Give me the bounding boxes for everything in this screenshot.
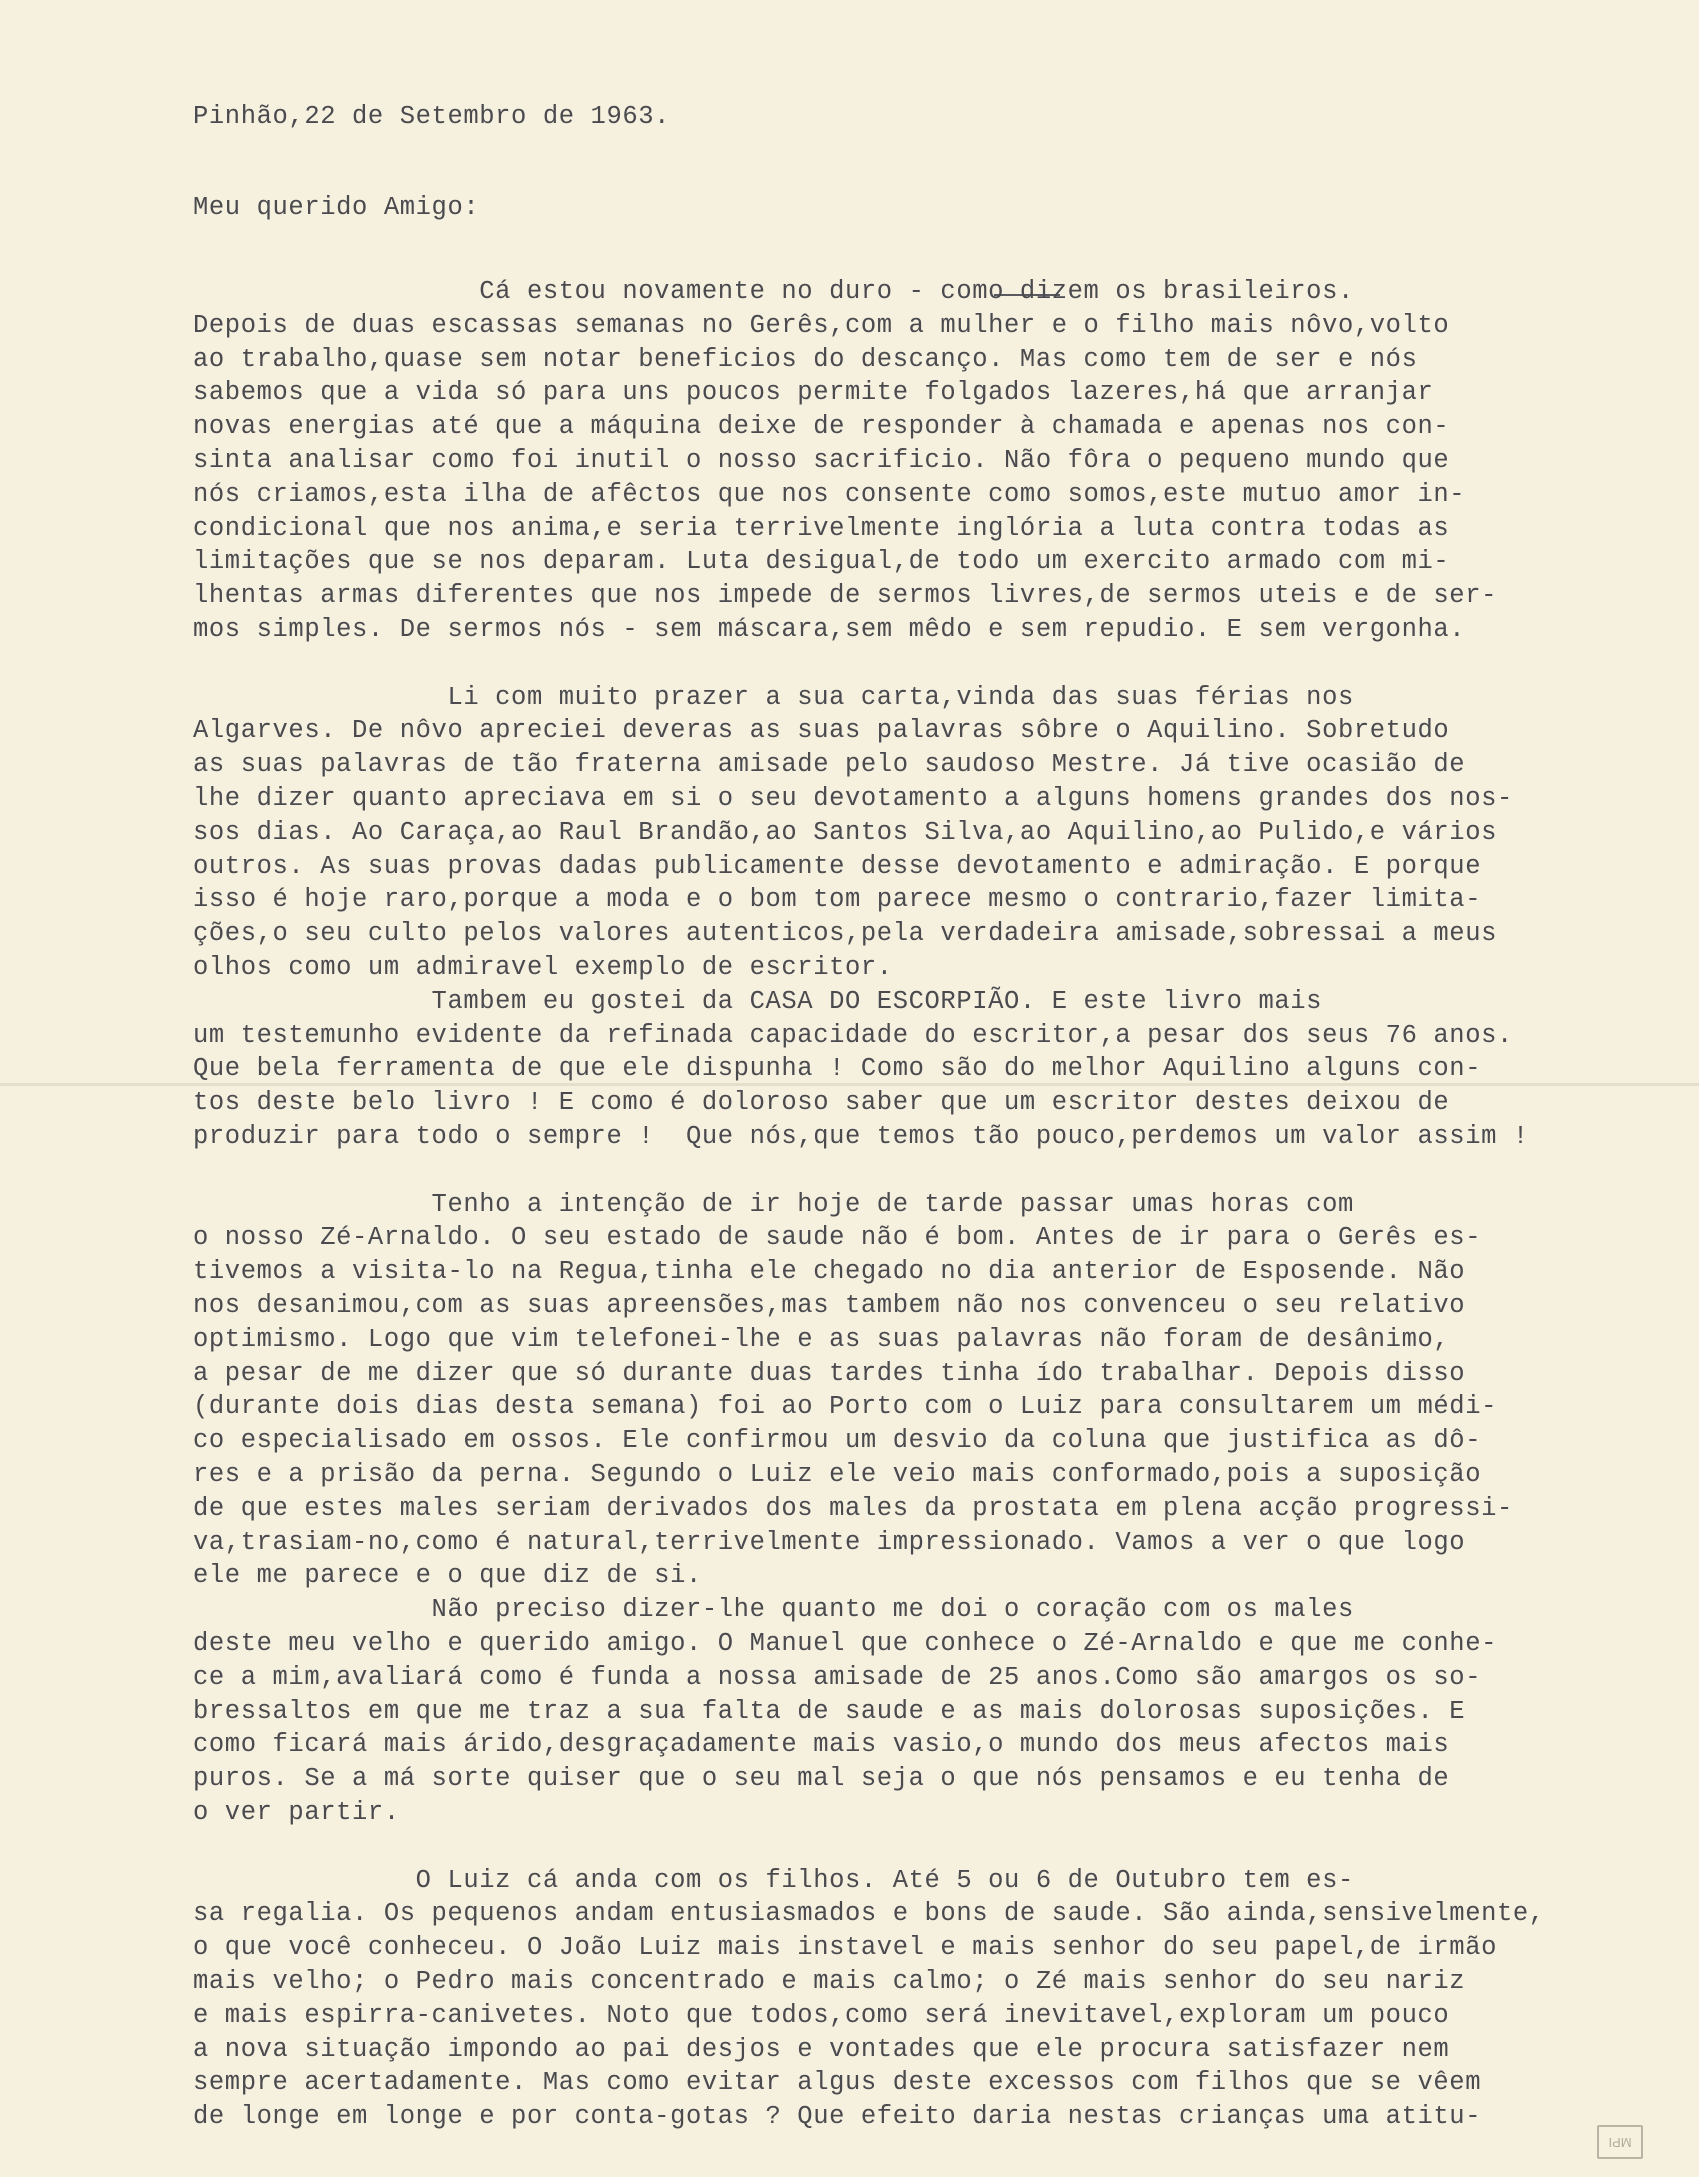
letter-line: o ver partir.	[193, 1798, 400, 1827]
letter-line: Tenho a intenção de ir hoje de tarde passar umas horas com	[193, 1189, 1354, 1219]
letter-line: como ficará mais árido,desgraçadamente mais vasio,o mundo dos meus afectos mais	[193, 1730, 1450, 1760]
archive-stamp: MPI	[1597, 2125, 1643, 2159]
letter-line: tivemos a visita-lo na Regua,tinha ele chegado no dia anterior de Esposende. Não	[193, 1257, 1466, 1287]
letter-line: optimismo. Logo que vim telefonei-lhe e as suas palavras não foram de desânimo,	[193, 1324, 1450, 1354]
letter-line: a nova situação impondo ao pai desjos e vontades que ele procura satisfazer nem	[193, 2034, 1450, 2064]
letter-line: novas energias até que a máquina deixe de responder à chamada e apenas nos con-	[193, 412, 1450, 442]
letter-line: sabemos que a vida só para uns poucos permite folgados lazeres,há que arranjar	[193, 378, 1434, 408]
letter-line: limitações que se nos deparam. Luta desigual,de todo um exercito armado com mi-	[193, 547, 1450, 577]
date-line: Pinhão,22 de Setembro de 1963.	[193, 102, 671, 131]
letter-line: res e a prisão da perna. Segundo o Luiz ele veio mais conformado,pois a suposição	[193, 1460, 1482, 1489]
letter-line: co especialisado em ossos. Ele confirmou um desvio da coluna que justifica as dô-	[193, 1426, 1482, 1456]
letter-line: puros. Se a má sorte quiser que o seu mal seja o que nós pensamos e eu tenha de	[193, 1764, 1450, 1794]
letter-line: de que estes males seriam derivados dos males da prostata em plena acção progressi-	[193, 1493, 1513, 1523]
letter-line: Cá estou novamente no duro - como dizem os brasileiros.	[193, 277, 1354, 306]
letter-line: mais velho; o Pedro mais concentrado e mais calmo; o Zé mais senhor do seu nariz	[193, 1967, 1466, 1996]
letter-line: Que bela ferramenta de que ele dispunha ! Como são do melhor Aquilino alguns con-	[193, 1054, 1482, 1084]
salutation: Meu querido Amigo:	[193, 193, 480, 222]
letter-line: ce a mim,avaliará como é funda a nossa amisade de 25 anos.Como são amargos os so-	[193, 1662, 1482, 1692]
letter-line: produzir para todo o sempre ! Que nós,que temos tão pouco,perdemos um valor assim !	[193, 1122, 1529, 1151]
letter-line: tos deste belo livro ! E como é doloroso saber que um escritor destes deixou de	[193, 1088, 1450, 1118]
letter-line: Tambem eu gostei da CASA DO ESCORPIÃO. E este livro mais	[193, 986, 1323, 1016]
letter-line: Li com muito prazer a sua carta,vinda das suas férias nos	[193, 682, 1354, 712]
letter-line: sa regalia. Os pequenos andam entusiasmados e bons de saude. São ainda,sensivelmente,	[193, 1899, 1545, 1929]
letter-line: ao trabalho,quase sem notar beneficios do descanço. Mas como tem de ser e nós	[193, 344, 1418, 374]
letter-line: isso é hoje raro,porque a moda e o bom tom parece mesmo o contrario,fazer limita-	[193, 885, 1482, 915]
letter-line: sempre acertadamente. Mas como evitar algus deste excessos com filhos que se vêem	[193, 2068, 1482, 2098]
letter-line: o que você conheceu. O João Luiz mais instavel e mais senhor do seu papel,de irmão	[193, 1933, 1498, 1963]
letter-line: sinta analisar como foi inutil o nosso sacrificio. Não fôra o pequeno mundo que	[193, 446, 1450, 475]
letter-line: Não preciso dizer-lhe quanto me doi o coração com os males	[193, 1595, 1354, 1625]
letter-line: um testemunho evidente da refinada capacidade do escritor,a pesar dos seus 76 anos.	[193, 1020, 1513, 1050]
letter-line: mos simples. De sermos nós - sem máscara,sem mêdo e sem repudio. E sem vergonha.	[193, 615, 1466, 644]
letter-line: o nosso Zé-Arnaldo. O seu estado de saude não é bom. Antes de ir para o Gerês es-	[193, 1223, 1482, 1253]
letter-line: as suas palavras de tão fraterna amisade pelo saudoso Mestre. Já tive ocasião de	[193, 750, 1466, 780]
letter-line: (durante dois dias desta semana) foi ao Porto com o Luiz para consultarem um médi-	[193, 1392, 1498, 1422]
letter-line: bressaltos em que me traz a sua falta de saude e as mais dolorosas suposições. E	[193, 1696, 1466, 1726]
letter-line: nós criamos,esta ilha de afêctos que nos consente como somos,este mutuo amor in-	[193, 479, 1466, 509]
letter-line: de longe em longe e por conta-gotas ? Que efeito daria nestas crianças uma atitu-	[193, 2102, 1482, 2132]
letter-line: O Luiz cá anda com os filhos. Até 5 ou 6 de Outubro tem es-	[193, 1865, 1354, 1895]
letter-line: va,trasiam-no,como é natural,terrivelmente impressionado. Vamos a ver o que logo	[193, 1527, 1466, 1557]
letter-line: nos desanimou,com as suas apreensões,mas tambem não nos convenceu o seu relativo	[193, 1291, 1466, 1320]
letter-line: a pesar de me dizer que só durante duas tardes tinha ído trabalhar. Depois disso	[193, 1358, 1466, 1388]
letter-line: Algarves. De nôvo apreciei deveras as suas palavras sôbre o Aquilino. Sobretudo	[193, 716, 1450, 746]
letter-line: condicional que nos anima,e seria terrivelmente inglória a luta contra todas as	[193, 513, 1450, 543]
letter-line: lhe dizer quanto apreciava em si o seu devotamento a alguns homens grandes dos nos-	[193, 784, 1513, 813]
letter-line: lhentas armas diferentes que nos impede de sermos livres,de sermos uteis e de ser-	[193, 581, 1498, 611]
letter-line: olhos como um admiravel exemplo de escritor.	[193, 953, 893, 982]
letter-line: ções,o seu culto pelos valores autenticos,pela verdadeira amisade,sobressai a meus	[193, 919, 1498, 949]
letter-line: outros. As suas provas dadas publicamente desse devotamento e admiração. E porque	[193, 851, 1482, 881]
letter-line: Depois de duas escassas semanas no Gerês,com a mulher e o filho mais nôvo,volto	[193, 310, 1450, 340]
letter-line: sos dias. Ao Caraça,ao Raul Brandão,ao Santos Silva,ao Aquilino,ao Pulido,e vários	[193, 817, 1498, 847]
letter-line: e mais espirra-canivetes. Noto que todos,como será inevitavel,exploram um pouco	[193, 2000, 1450, 2030]
letter-line: ele me parece e o que diz de si.	[193, 1561, 702, 1591]
letter-line: deste meu velho e querido amigo. O Manuel que conhece o Zé-Arnaldo e que me conhe-	[193, 1629, 1498, 1658]
